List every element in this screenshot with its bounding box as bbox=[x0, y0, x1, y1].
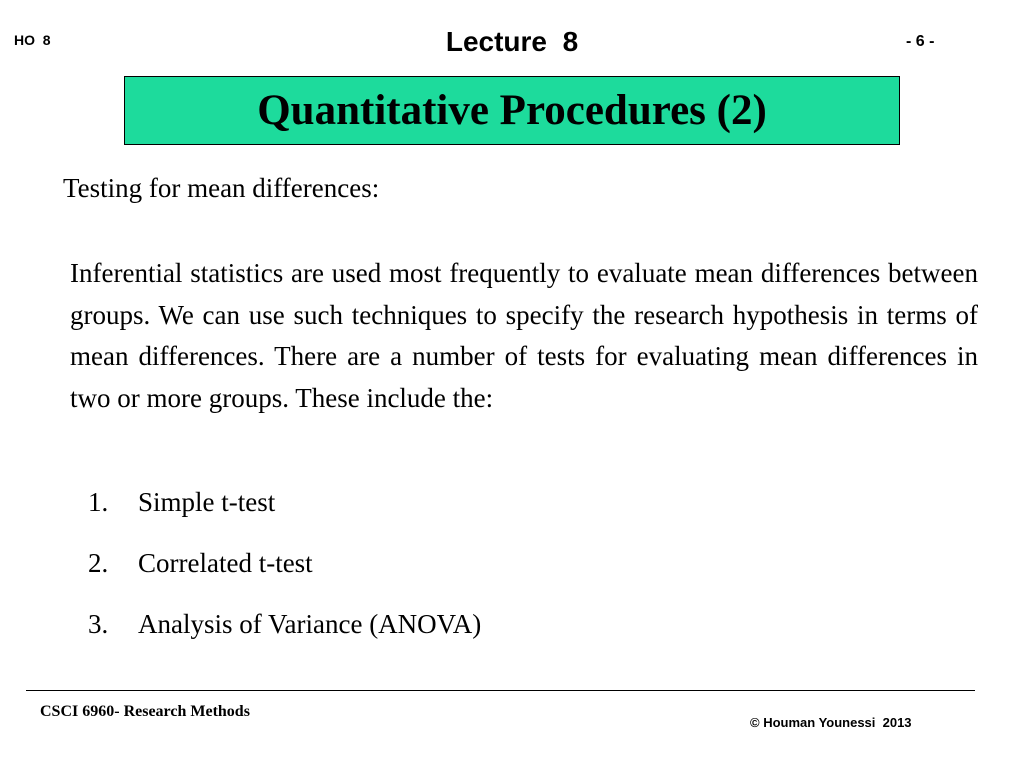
page-number: - 6 - bbox=[906, 33, 935, 50]
list-item-text: Analysis of Variance (ANOVA) bbox=[138, 609, 482, 639]
list-item bbox=[88, 548, 481, 609]
footer-copyright: © Houman Younessi 2013 bbox=[750, 715, 912, 730]
slide-title: Quantitative Procedures (2) bbox=[257, 87, 767, 134]
subheading: Testing for mean differences: bbox=[63, 173, 380, 203]
handout-label: HO 8 bbox=[14, 32, 51, 48]
tests-list bbox=[88, 487, 481, 670]
list-item bbox=[88, 609, 481, 670]
list-item-number: 1. bbox=[88, 487, 109, 517]
list-item bbox=[88, 487, 481, 548]
lecture-label: Lecture 8 bbox=[445, 26, 579, 57]
list-item-number: 3. bbox=[88, 609, 109, 639]
footer-divider bbox=[26, 690, 975, 691]
title-banner bbox=[124, 76, 900, 145]
list-item-text: Correlated t-test bbox=[138, 548, 313, 578]
list-item-text: Simple t-test bbox=[138, 487, 276, 517]
body-paragraph: Inferential statistics are used most frequently to evaluate mean differences between groups. We can use such techniques to specify the research hypothesis in terms of mean differences. There are a number of tests for evaluating mean differences in two or more groups. These include the: bbox=[70, 258, 978, 413]
list-item-number: 2. bbox=[88, 548, 109, 578]
footer-course: CSCI 6960- Research Methods bbox=[40, 703, 250, 720]
